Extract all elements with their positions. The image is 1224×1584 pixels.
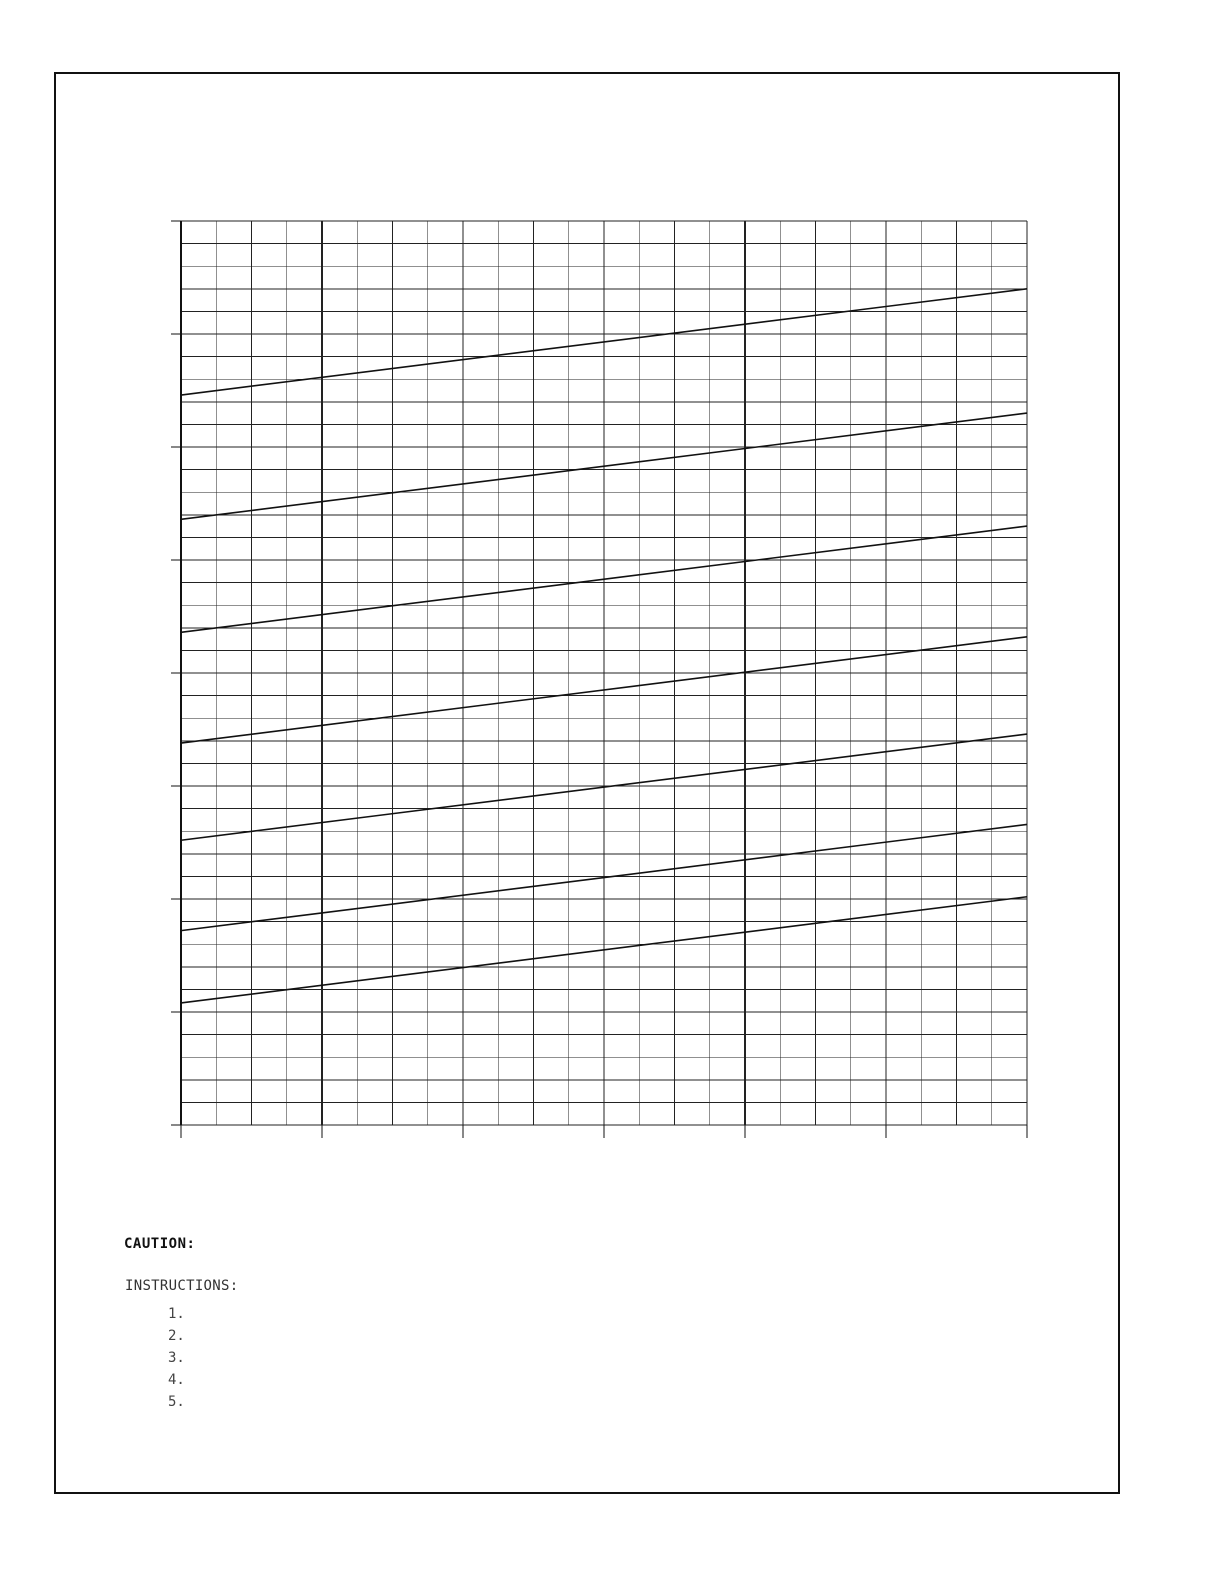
instructions-label: INSTRUCTIONS: — [125, 1278, 239, 1294]
instruction-item: 4. — [168, 1372, 185, 1388]
chart-ticks — [171, 221, 1027, 1138]
instruction-item: 5. — [168, 1394, 185, 1410]
instruction-item: 1. — [168, 1306, 185, 1322]
instruction-item: 2. — [168, 1328, 185, 1344]
caution-label: CAUTION: — [124, 1236, 196, 1252]
instructions-list — [168, 1303, 185, 1413]
chart-grid — [181, 221, 1027, 1125]
instruction-item: 3. — [168, 1350, 185, 1366]
